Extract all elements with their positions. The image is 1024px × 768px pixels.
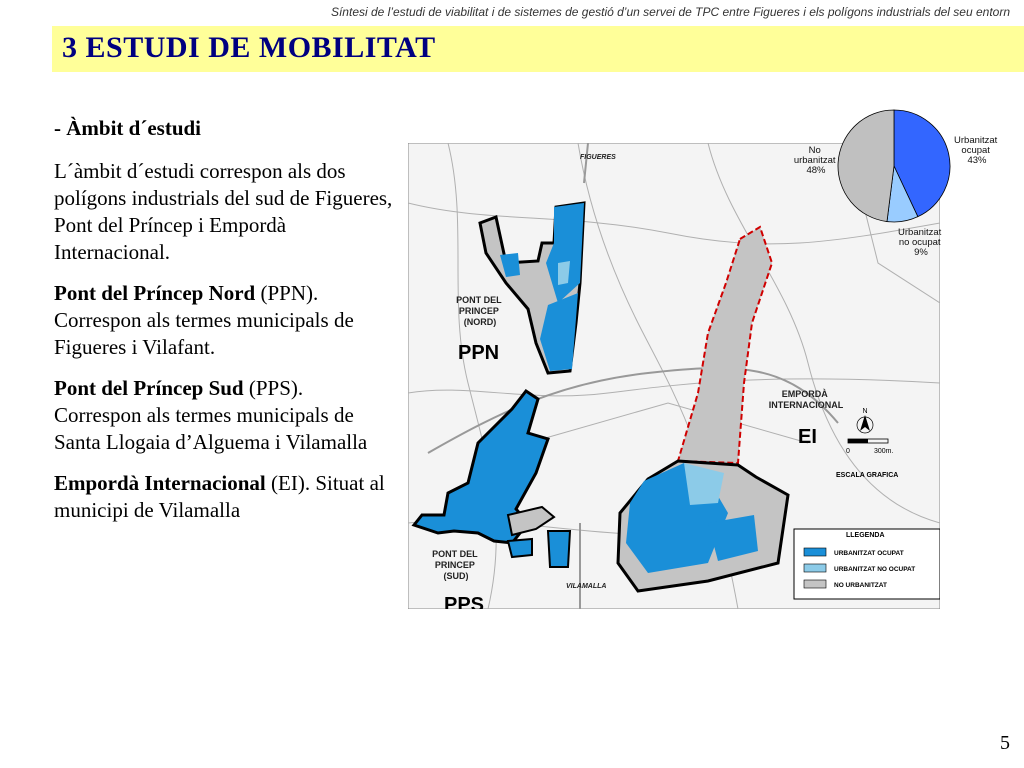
ppn-name: Pont del Príncep Nord <box>54 281 256 305</box>
pps-code: PPS <box>444 594 485 609</box>
legend-label-no-urbanitzat: NO URBANITZAT <box>834 582 887 589</box>
pie-svg <box>780 104 1024 264</box>
pps-name: Pont del Príncep Sud <box>54 376 244 400</box>
ppn-code: PPN <box>458 342 500 364</box>
pie-label-no-urbanitzat: No urbanitzat 48% <box>793 145 836 176</box>
legend-swatch-no-urbanitzat <box>804 580 826 588</box>
scale-end: 300m. <box>874 448 894 455</box>
pie-label-urbanitzat-ocupat: Urbanitzat ocupat 43% <box>954 135 998 166</box>
ppn-description: (PPN). Correspon als termes municipals de Figueres i Vilafant. <box>54 281 354 359</box>
legend-swatch-no-ocupat <box>804 564 826 572</box>
legend-title: LLEGENDA <box>846 532 885 539</box>
pps-ocupat-east <box>548 531 570 567</box>
legend-label-ocupat: URBANITZAT OCUPAT <box>834 550 904 557</box>
pps-ocupat-south <box>508 539 532 557</box>
ei-name: Empordà Internacional <box>54 471 266 495</box>
ei-paragraph <box>54 470 394 524</box>
section-heading: - Àmbit d´estudi <box>54 116 202 140</box>
map-label-vilamalla: VILAMALLA <box>566 583 607 590</box>
pps-paragraph <box>54 375 394 456</box>
ei-map-label: EMPORDÀ INTERNACIONAL <box>768 389 844 410</box>
intro-paragraph: L´àmbit d´estudi correspon als dos polígons industrials del sud de Figueres, Pont del Príncep i Empordà Internacional. <box>54 159 393 264</box>
legend-label-no-ocupat: URBANITZAT NO OCUPAT <box>834 566 916 573</box>
pps-description: (PPS). Correspon als termes municipals de Santa Llogaia d’Alguema i Vilamalla <box>54 376 368 454</box>
scale-zero: 0 <box>846 448 850 455</box>
map-label-figueres: FIGUERES <box>580 154 616 161</box>
pie-slice-no-urbanitzat <box>838 110 894 222</box>
map-legend <box>794 529 940 599</box>
ppn-map-label: PONT DEL PRINCEP (NORD) <box>456 295 502 327</box>
pps-map-label: PONT DEL PRINCEP (SUD) <box>432 549 478 581</box>
page-title: 3 ESTUDI DE MOBILITAT <box>62 31 436 64</box>
page-number: 5 <box>1000 732 1010 754</box>
land-use-pie <box>780 104 1024 264</box>
ppn-paragraph <box>54 280 394 361</box>
body-text <box>54 115 394 538</box>
svg-text:N: N <box>862 408 868 415</box>
pie-label-urbanitzat-no-ocupat: Urbanitzat no ocupat 9% <box>898 227 942 258</box>
title-bar <box>52 26 1024 72</box>
scale-title: ESCALA GRAFICA <box>836 472 899 479</box>
legend-swatch-ocupat <box>804 548 826 556</box>
ei-description: (EI). Situat al municipi de Vilamalla <box>54 471 385 522</box>
pie-slices <box>838 110 950 222</box>
ei-code: EI <box>798 426 817 448</box>
header-note: Síntesi de l’estudi de viabilitat i de sistemes de gestió d’un servei de TPC entre Figueres i els polígons industrials del seu entorn <box>330 5 1010 19</box>
